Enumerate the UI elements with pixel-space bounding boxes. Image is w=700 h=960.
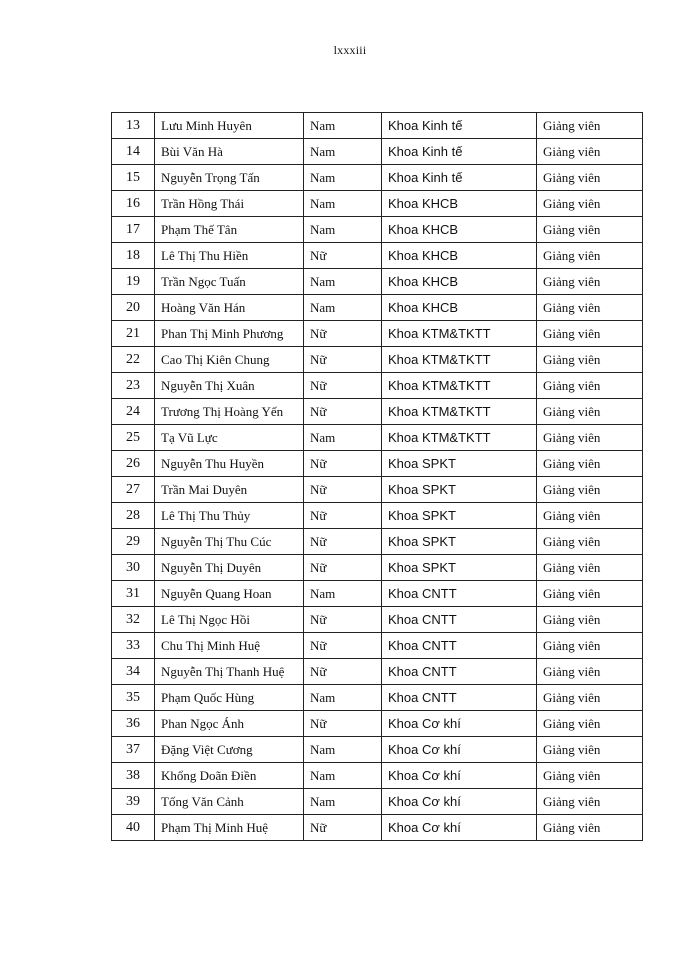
department-cell: Khoa SPKT: [382, 451, 537, 477]
gender-cell: Nữ: [304, 451, 382, 477]
gender-cell: Nữ: [304, 503, 382, 529]
row-number-cell: 22: [112, 347, 155, 373]
gender-cell: Nữ: [304, 529, 382, 555]
name-cell: Trần Mai Duyên: [155, 477, 304, 503]
name-cell: Lê Thị Thu Hiền: [155, 243, 304, 269]
position-cell: Giảng viên: [537, 321, 643, 347]
name-cell: Nguyễn Quang Hoan: [155, 581, 304, 607]
gender-cell: Nam: [304, 139, 382, 165]
name-cell: Nguyễn Thị Duyên: [155, 555, 304, 581]
gender-cell: Nam: [304, 269, 382, 295]
name-cell: Tống Văn Cảnh: [155, 789, 304, 815]
name-cell: Tạ Vũ Lực: [155, 425, 304, 451]
name-cell: Nguyễn Thu Huyền: [155, 451, 304, 477]
table-row: [112, 477, 643, 503]
name-cell: Lê Thị Thu Thủy: [155, 503, 304, 529]
name-cell: Cao Thị Kiên Chung: [155, 347, 304, 373]
department-cell: Khoa SPKT: [382, 503, 537, 529]
row-number-cell: 20: [112, 295, 155, 321]
department-cell: Khoa KHCB: [382, 191, 537, 217]
position-cell: Giảng viên: [537, 529, 643, 555]
table-row: [112, 789, 643, 815]
table-row: [112, 321, 643, 347]
name-cell: Hoàng Văn Hán: [155, 295, 304, 321]
department-cell: Khoa Cơ khí: [382, 711, 537, 737]
row-number-cell: 23: [112, 373, 155, 399]
gender-cell: Nam: [304, 581, 382, 607]
department-cell: Khoa CNTT: [382, 633, 537, 659]
row-number-cell: 29: [112, 529, 155, 555]
name-cell: Nguyễn Thị Thanh Huệ: [155, 659, 304, 685]
table-row: [112, 347, 643, 373]
position-cell: Giảng viên: [537, 763, 643, 789]
position-cell: Giảng viên: [537, 607, 643, 633]
position-cell: Giảng viên: [537, 503, 643, 529]
row-number-cell: 35: [112, 685, 155, 711]
name-cell: Lưu Minh Huyên: [155, 113, 304, 139]
row-number-cell: 26: [112, 451, 155, 477]
department-cell: Khoa SPKT: [382, 529, 537, 555]
name-cell: Trần Hồng Thái: [155, 191, 304, 217]
gender-cell: Nam: [304, 737, 382, 763]
gender-cell: Nữ: [304, 607, 382, 633]
table-row: [112, 529, 643, 555]
department-cell: Khoa Cơ khí: [382, 763, 537, 789]
department-cell: Khoa CNTT: [382, 607, 537, 633]
name-cell: Nguyễn Thị Xuân: [155, 373, 304, 399]
table-row: [112, 737, 643, 763]
position-cell: Giảng viên: [537, 815, 643, 841]
position-cell: Giảng viên: [537, 165, 643, 191]
row-number-cell: 16: [112, 191, 155, 217]
position-cell: Giảng viên: [537, 295, 643, 321]
table-row: [112, 165, 643, 191]
name-cell: Khổng Doãn Điền: [155, 763, 304, 789]
department-cell: Khoa Kinh tế: [382, 139, 537, 165]
position-cell: Giảng viên: [537, 373, 643, 399]
gender-cell: Nam: [304, 295, 382, 321]
gender-cell: Nữ: [304, 477, 382, 503]
gender-cell: Nam: [304, 217, 382, 243]
name-cell: Phạm Thế Tân: [155, 217, 304, 243]
gender-cell: Nam: [304, 789, 382, 815]
name-cell: Trương Thị Hoàng Yến: [155, 399, 304, 425]
gender-cell: Nữ: [304, 555, 382, 581]
table-row: [112, 685, 643, 711]
row-number-cell: 32: [112, 607, 155, 633]
department-cell: Khoa KTM&TKTT: [382, 425, 537, 451]
table-row: [112, 763, 643, 789]
table-row: [112, 815, 643, 841]
department-cell: Khoa KTM&TKTT: [382, 373, 537, 399]
name-cell: Phan Thị Minh Phương: [155, 321, 304, 347]
row-number-cell: 31: [112, 581, 155, 607]
gender-cell: Nữ: [304, 373, 382, 399]
position-cell: Giảng viên: [537, 555, 643, 581]
gender-cell: Nam: [304, 113, 382, 139]
table-row: [112, 139, 643, 165]
table-row: [112, 243, 643, 269]
gender-cell: Nữ: [304, 243, 382, 269]
department-cell: Khoa Kinh tế: [382, 113, 537, 139]
table-row: [112, 269, 643, 295]
department-cell: Khoa CNTT: [382, 685, 537, 711]
position-cell: Giảng viên: [537, 243, 643, 269]
table-row: [112, 503, 643, 529]
department-cell: Khoa KHCB: [382, 217, 537, 243]
row-number-cell: 38: [112, 763, 155, 789]
position-cell: Giảng viên: [537, 581, 643, 607]
department-cell: Khoa KHCB: [382, 243, 537, 269]
row-number-cell: 34: [112, 659, 155, 685]
name-cell: Đặng Việt Cương: [155, 737, 304, 763]
position-cell: Giảng viên: [537, 139, 643, 165]
gender-cell: Nữ: [304, 815, 382, 841]
table-row: [112, 581, 643, 607]
row-number-cell: 30: [112, 555, 155, 581]
staff-table: [111, 112, 643, 841]
table-row: [112, 555, 643, 581]
gender-cell: Nữ: [304, 399, 382, 425]
table-row: [112, 295, 643, 321]
position-cell: Giảng viên: [537, 399, 643, 425]
table-row: [112, 373, 643, 399]
row-number-cell: 21: [112, 321, 155, 347]
row-number-cell: 40: [112, 815, 155, 841]
department-cell: Khoa KTM&TKTT: [382, 321, 537, 347]
department-cell: Khoa KTM&TKTT: [382, 399, 537, 425]
department-cell: Khoa Cơ khí: [382, 815, 537, 841]
department-cell: Khoa SPKT: [382, 555, 537, 581]
department-cell: Khoa KHCB: [382, 269, 537, 295]
row-number-cell: 15: [112, 165, 155, 191]
staff-table-body: [112, 113, 643, 841]
position-cell: Giảng viên: [537, 789, 643, 815]
position-cell: Giảng viên: [537, 217, 643, 243]
gender-cell: Nam: [304, 191, 382, 217]
row-number-cell: 39: [112, 789, 155, 815]
department-cell: Khoa KTM&TKTT: [382, 347, 537, 373]
name-cell: Nguyễn Trọng Tấn: [155, 165, 304, 191]
gender-cell: Nữ: [304, 633, 382, 659]
department-cell: Khoa CNTT: [382, 581, 537, 607]
department-cell: Khoa KHCB: [382, 295, 537, 321]
gender-cell: Nữ: [304, 711, 382, 737]
name-cell: Chu Thị Minh Huệ: [155, 633, 304, 659]
table-row: [112, 399, 643, 425]
row-number-cell: 24: [112, 399, 155, 425]
gender-cell: Nam: [304, 763, 382, 789]
gender-cell: Nữ: [304, 347, 382, 373]
gender-cell: Nam: [304, 425, 382, 451]
row-number-cell: 19: [112, 269, 155, 295]
table-row: [112, 659, 643, 685]
table-row: [112, 425, 643, 451]
row-number-cell: 17: [112, 217, 155, 243]
table-row: [112, 607, 643, 633]
page-number: lxxxiii: [333, 43, 367, 57]
row-number-cell: 18: [112, 243, 155, 269]
position-cell: Giảng viên: [537, 737, 643, 763]
position-cell: Giảng viên: [537, 685, 643, 711]
row-number-cell: 14: [112, 139, 155, 165]
table-row: [112, 633, 643, 659]
name-cell: Phan Ngọc Ánh: [155, 711, 304, 737]
name-cell: Trần Ngọc Tuấn: [155, 269, 304, 295]
table-row: [112, 113, 643, 139]
gender-cell: Nữ: [304, 659, 382, 685]
name-cell: Phạm Quốc Hùng: [155, 685, 304, 711]
department-cell: Khoa Cơ khí: [382, 737, 537, 763]
position-cell: Giảng viên: [537, 113, 643, 139]
table-row: [112, 451, 643, 477]
position-cell: Giảng viên: [537, 347, 643, 373]
position-cell: Giảng viên: [537, 711, 643, 737]
position-cell: Giảng viên: [537, 477, 643, 503]
row-number-cell: 28: [112, 503, 155, 529]
gender-cell: Nữ: [304, 321, 382, 347]
position-cell: Giảng viên: [537, 659, 643, 685]
department-cell: Khoa Cơ khí: [382, 789, 537, 815]
position-cell: Giảng viên: [537, 425, 643, 451]
row-number-cell: 25: [112, 425, 155, 451]
name-cell: Lê Thị Ngọc Hồi: [155, 607, 304, 633]
row-number-cell: 27: [112, 477, 155, 503]
position-cell: Giảng viên: [537, 633, 643, 659]
position-cell: Giảng viên: [537, 269, 643, 295]
row-number-cell: 33: [112, 633, 155, 659]
name-cell: Phạm Thị Minh Huệ: [155, 815, 304, 841]
table-row: [112, 191, 643, 217]
position-cell: Giảng viên: [537, 191, 643, 217]
row-number-cell: 36: [112, 711, 155, 737]
gender-cell: Nam: [304, 685, 382, 711]
department-cell: Khoa CNTT: [382, 659, 537, 685]
position-cell: Giảng viên: [537, 451, 643, 477]
name-cell: Nguyễn Thị Thu Cúc: [155, 529, 304, 555]
department-cell: Khoa Kinh tế: [382, 165, 537, 191]
gender-cell: Nam: [304, 165, 382, 191]
table-row: [112, 217, 643, 243]
name-cell: Bùi Văn Hà: [155, 139, 304, 165]
row-number-cell: 13: [112, 113, 155, 139]
row-number-cell: 37: [112, 737, 155, 763]
table-row: [112, 711, 643, 737]
department-cell: Khoa SPKT: [382, 477, 537, 503]
